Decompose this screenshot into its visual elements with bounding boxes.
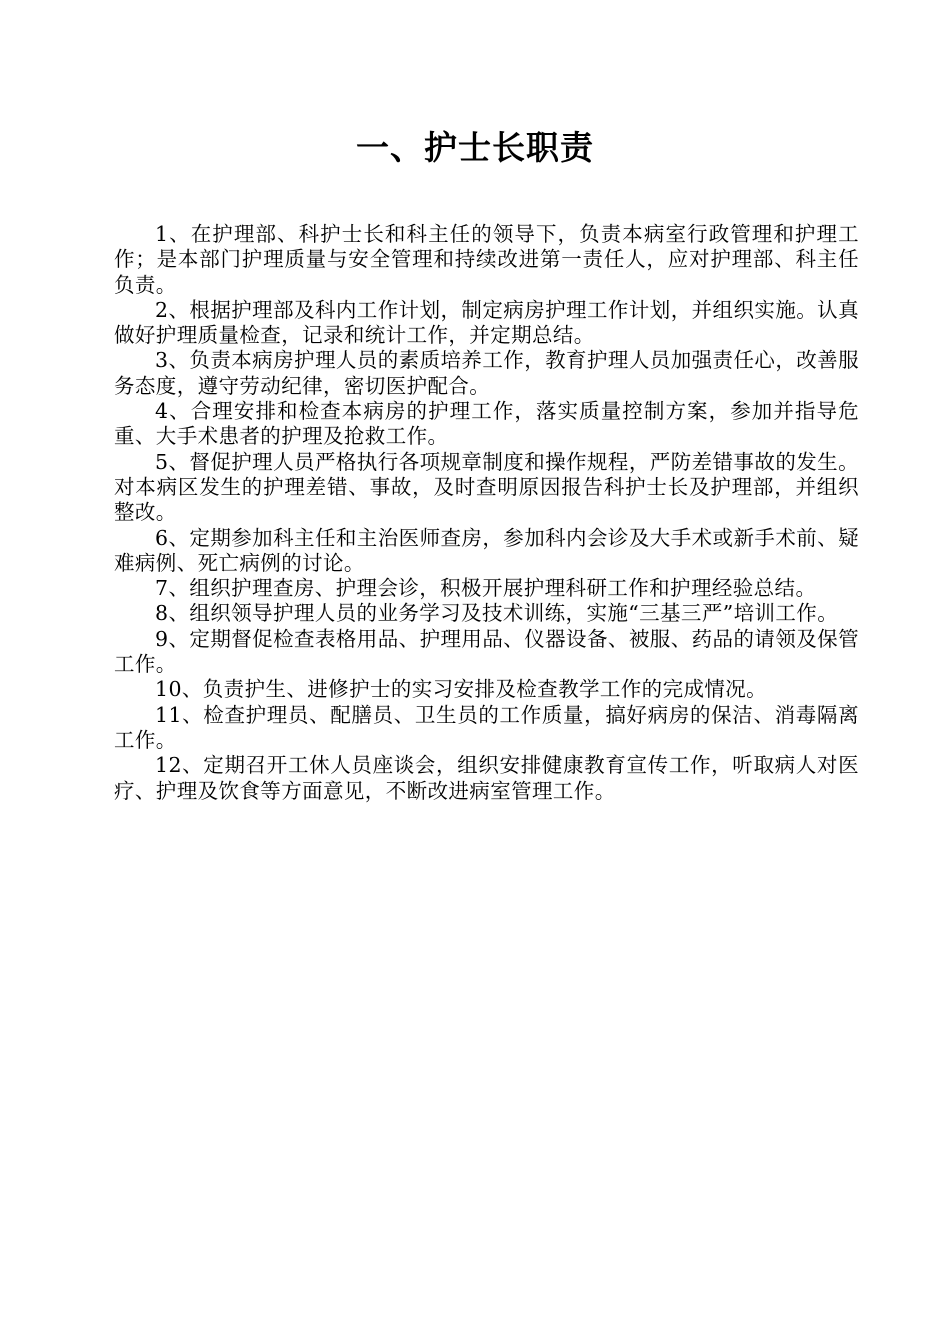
duty-item-2: 2、根据护理部及科内工作计划，制定病房护理工作计划，并组织实施。认真做好护理质量检查，记录和统计工作，并定期总结。 [114, 297, 859, 348]
duty-item-5: 5、督促护理人员严格执行各项规章制度和操作规程，严防差错事故的发生。对本病区发生的护理差错、事故，及时查明原因报告科护士长及护理部，并组织整改。 [114, 449, 859, 525]
duty-item-9: 9、定期督促检查表格用品、护理用品、仪器设备、被服、药品的请领及保管工作。 [114, 626, 859, 677]
duty-item-4: 4、合理安排和检查本病房的护理工作，落实质量控制方案，参加并指导危重、大手术患者的护理及抢救工作。 [114, 399, 859, 449]
duty-item-12: 12、定期召开工休人员座谈会，组织安排健康教育宣传工作，听取病人对医疗、护理及饮食等方面意见，不断改进病室管理工作。 [114, 753, 859, 803]
duty-item-6: 6、定期参加科主任和主治医师查房，参加科内会诊及大手术或新手术前、疑难病例、死亡病例的讨论。 [114, 525, 859, 575]
duty-item-7: 7、组织护理查房、护理会诊，积极开展护理科研工作和护理经验总结。 [155, 576, 817, 601]
document-body [114, 222, 859, 804]
duty-item-1: 1、在护理部、科护士长和科主任的领导下，负责本病室行政管理和护理工作；是本部门护理质量与安全管理和持续改进第一责任人，应对护理部、科主任负责。 [114, 222, 859, 297]
document-title: 一、护士长职责 [356, 128, 594, 167]
duty-item-8: 8、组织领导护理人员的业务学习及技术训练，实施“三基三严”培训工作。 [155, 601, 839, 626]
duty-item-10: 10、负责护生、进修护士的实习安排及检查教学工作的完成情况。 [155, 677, 768, 702]
duty-item-11: 11、检查护理员、配膳员、卫生员的工作质量，搞好病房的保洁、消毒隔离工作。 [114, 702, 859, 752]
duty-item-3: 3、负责本病房护理人员的素质培养工作，教育护理人员加强责任心，改善服务态度，遵守劳动纪律，密切医护配合。 [114, 348, 859, 398]
